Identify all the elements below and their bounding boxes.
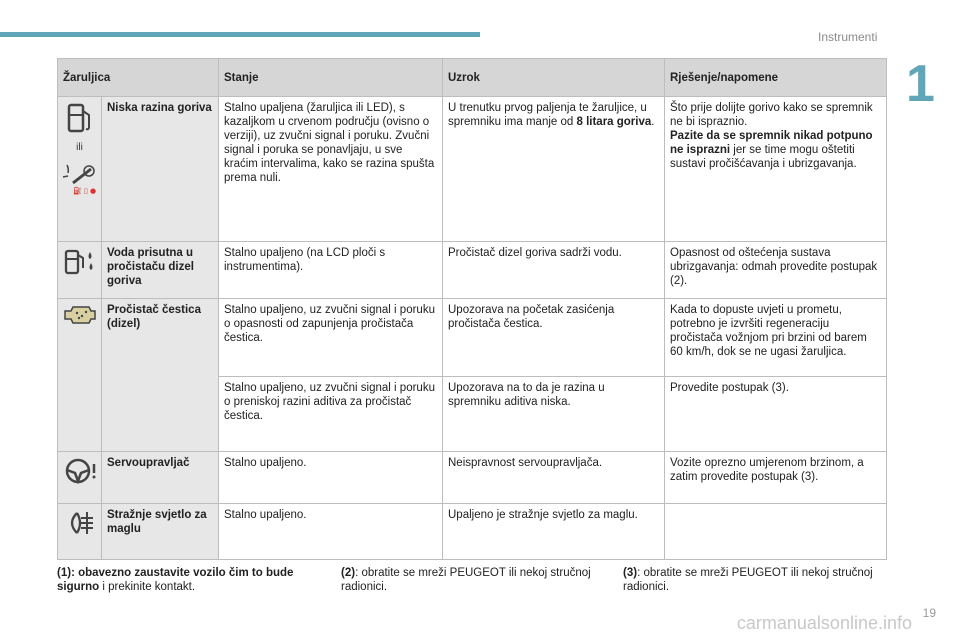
table-row (58, 504, 887, 560)
remedy-text: Što prije dolijte gorivo kako se spremnik ne bi ispraznio. (670, 102, 873, 128)
footnote-2 (341, 566, 591, 594)
col-header-light: Žaruljica (58, 59, 219, 97)
cause-emphasis: 8 litara goriva (576, 116, 652, 128)
footnote-3 (623, 566, 873, 594)
or-label: ili (76, 142, 83, 153)
footnote-text: : obratite se mreži PEUGEOT ili nekoj stručnoj radionici. (341, 567, 591, 593)
light-name: Stražnje svjetlo za maglu (102, 504, 219, 560)
state-cell: Stalno upaljena (žaruljica ili LED), s kazaljkom u crvenom području (ovisno o verziji), uz zvučni signal i poruku. Zvučni signal i poruka se ponavljaju, u sve kraćim intervalima, kako se razina spušta prema nuli. (219, 97, 443, 242)
fuel-pump-icon (60, 101, 99, 135)
svg-text:⛽ ▯ ●: ⛽ ▯ ● (72, 187, 96, 195)
top-accent-bar (0, 32, 480, 37)
icon-cell (58, 504, 102, 560)
remedy-emphasis: Pazite da se spremnik nikad potpuno ne isprazni (670, 130, 873, 156)
light-name: Niska razina goriva (102, 97, 219, 242)
icon-cell (58, 299, 102, 452)
icon-cell (58, 242, 102, 299)
remedy-cell (665, 504, 887, 560)
particle-filter-icon (60, 303, 99, 327)
icon-cell (58, 452, 102, 504)
footnote-emphasis: : obavezno zaustavite vozilo čim to bude sigurno (57, 567, 294, 593)
remedy-cell (665, 97, 887, 242)
remedy-cell: Kada to dopuste uvjeti u prometu, potrebno je izvršiti regeneraciju pročistača vožnjom pri brzini od barem 60 km/h, dok se ne ugasi žaruljica. (665, 299, 887, 377)
warning-lights-table (57, 58, 887, 560)
col-header-remedy: Rješenje/napomene (665, 59, 887, 97)
icon-cell (58, 97, 102, 242)
light-name: Pročistač čestica (dizel) (102, 299, 219, 452)
footnote-text: i prekinite kontakt. (99, 581, 196, 593)
section-title: Instrumenti (818, 30, 878, 44)
footnote-ref: (3) (623, 567, 638, 579)
state-cell: Stalno upaljeno, uz zvučni signal i poruku o preniskoj razini aditiva za pročistač čestica. (219, 377, 443, 452)
col-header-cause: Uzrok (443, 59, 665, 97)
remedy-cell: Opasnost od oštećenja sustava ubrizgavanja: odmah provedite postupak (2). (665, 242, 887, 299)
page-number: 19 (922, 606, 936, 620)
fuel-gauge-icon (60, 161, 99, 195)
cause-text-end: . (651, 116, 655, 128)
footnote-1 (57, 566, 327, 594)
steering-wheel-icon (60, 456, 99, 486)
chapter-number: 1 (906, 55, 935, 113)
cause-cell: Neispravnost servoupravljača. (443, 452, 665, 504)
table-row (58, 242, 887, 299)
state-cell: Stalno upaljeno. (219, 504, 443, 560)
cause-cell: Pročistač dizel goriva sadrži vodu. (443, 242, 665, 299)
table-row (58, 452, 887, 504)
table-header-row (58, 59, 887, 97)
state-cell: Stalno upaljeno, uz zvučni signal i poruku o opasnosti od zapunjenja pročistača čestica. (219, 299, 443, 377)
watermark: carmanualsonline.info (736, 613, 912, 633)
rear-fog-light-icon (60, 508, 99, 538)
table-row (58, 299, 887, 377)
light-name: Voda prisutna u pročistaču dizel goriva (102, 242, 219, 299)
table-row (58, 97, 887, 242)
col-header-state: Stanje (219, 59, 443, 97)
footnote-text: : obratite se mreži PEUGEOT ili nekoj stručnoj radionici. (623, 567, 873, 593)
remedy-cell: Vozite oprezno umjerenom brzinom, a zatim provedite postupak (3). (665, 452, 887, 504)
state-cell: Stalno upaljeno. (219, 452, 443, 504)
footnote-ref: (1) (57, 567, 72, 579)
footnote-ref: (2) (341, 567, 356, 579)
state-cell: Stalno upaljeno (na LCD ploči s instrumentima). (219, 242, 443, 299)
cause-cell (443, 97, 665, 242)
remedy-text-end: jer se time mogu oštetiti sustavi pročišćavanja i ubrizgavanja. (670, 144, 857, 170)
cause-cell: Upozorava na to da je razina u spremniku aditiva niska. (443, 377, 665, 452)
cause-cell: Upozorava na početak zasićenja pročistača čestica. (443, 299, 665, 377)
cause-cell: Upaljeno je stražnje svjetlo za maglu. (443, 504, 665, 560)
cause-text: U trenutku prvog paljenja te žaruljice, u spremniku ima manje od (448, 102, 647, 128)
water-in-diesel-icon (60, 246, 99, 276)
remedy-cell: Provedite postupak (3). (665, 377, 887, 452)
light-name: Servoupravljač (102, 452, 219, 504)
